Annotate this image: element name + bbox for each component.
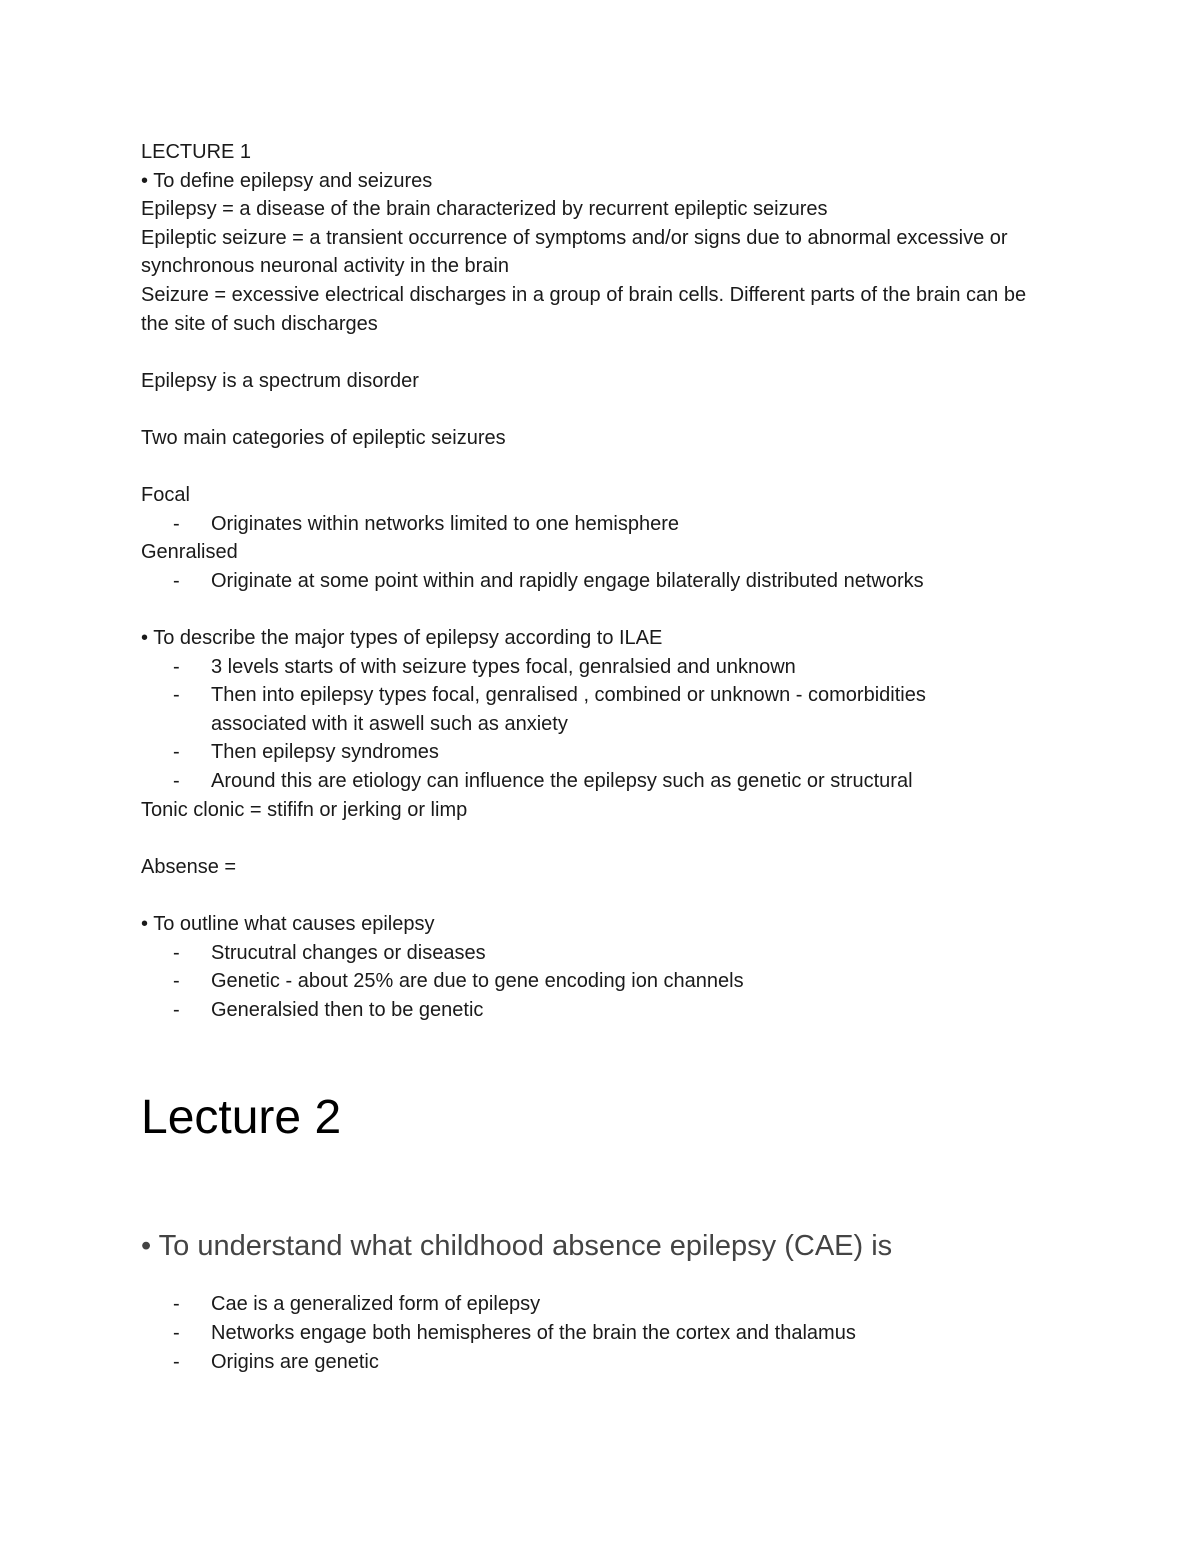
objective-define: • To define epilepsy and seizures: [141, 169, 433, 192]
definition-epilepsy: Epilepsy = a disease of the brain characterized by recurrent epileptic seizures: [141, 198, 828, 221]
objective-describe: • To describe the major types of epilepsy according to ILAE: [141, 627, 663, 650]
dash-marker: -: [173, 655, 180, 678]
list-item: [141, 1290, 1061, 1319]
cae-item: Networks engage both hemispheres of the brain the cortex and thalamus: [211, 1322, 856, 1344]
dash-marker: -: [173, 1293, 180, 1316]
dash-marker: -: [173, 684, 180, 707]
absense-definition: Absense =: [141, 855, 237, 878]
cause-item: Strucutral changes or diseases: [211, 941, 486, 964]
lecture2-title: Lecture 2: [141, 1091, 342, 1145]
definition-seizure: Seizure = excessive electrical discharges in a group of brain cells. Different parts of the brain can be the site of such discharges: [141, 283, 1027, 335]
ilae-item: 3 levels starts of with seizure types focal, genralsied and unknown: [211, 655, 796, 678]
lecture2-objective: • To understand what childhood absence epilepsy (CAE) is: [141, 1230, 893, 1263]
list-item: [141, 1348, 1061, 1377]
ilae-item: Around this are etiology can influence the epilepsy such as genetic or structural: [211, 770, 913, 793]
lecture1-title: LECTURE 1: [141, 141, 252, 163]
dash-marker: -: [173, 1322, 180, 1344]
list-item: [141, 939, 1061, 968]
focal-description: Originates within networks limited to one hemisphere: [211, 512, 679, 535]
dash-marker: -: [173, 741, 180, 764]
objective-outline: • To outline what causes epilepsy: [141, 913, 435, 936]
dash-marker: -: [173, 970, 180, 993]
list-item: [141, 767, 1061, 796]
list-item: [141, 567, 1061, 596]
list-item: [141, 681, 1001, 738]
cause-item: Generalsied then to be genetic: [211, 998, 484, 1021]
categories-heading: Two main categories of epileptic seizures: [141, 426, 506, 449]
cae-item: Origins are genetic: [211, 1350, 379, 1373]
dash-marker: -: [173, 941, 180, 964]
spectrum-statement: Epilepsy is a spectrum disorder: [141, 369, 419, 392]
generalised-label: Genralised: [141, 541, 238, 564]
ilae-item: Then into epilepsy types focal, genralised , combined or unknown - comorbidities associated with it aswell such as anxiety: [211, 684, 926, 735]
dash-marker: -: [173, 998, 180, 1021]
dash-marker: -: [173, 770, 180, 793]
tonic-clonic-definition: Tonic clonic = stififn or jerking or limp: [141, 798, 468, 821]
cause-item: Genetic - about 25% are due to gene encoding ion channels: [211, 970, 744, 993]
list-item: [141, 738, 1061, 767]
focal-label: Focal: [141, 484, 190, 507]
list-item: [141, 996, 1061, 1025]
list-item: [141, 967, 1061, 996]
list-item: [141, 1319, 1061, 1348]
generalised-description: Originate at some point within and rapidly engage bilaterally distributed networks: [211, 569, 924, 592]
dash-marker: -: [173, 569, 180, 592]
definition-epileptic-seizure: Epileptic seizure = a transient occurrence of symptoms and/or signs due to abnormal excessive or synchronous neuronal activity in the brain: [141, 226, 1008, 278]
dash-marker: -: [173, 1350, 180, 1373]
cae-item: Cae is a generalized form of epilepsy: [211, 1293, 541, 1316]
list-item: [141, 510, 1061, 539]
ilae-item: Then epilepsy syndromes: [211, 741, 439, 764]
list-item: [141, 653, 1061, 682]
document-page: [141, 138, 1061, 1376]
dash-marker: -: [173, 512, 180, 535]
